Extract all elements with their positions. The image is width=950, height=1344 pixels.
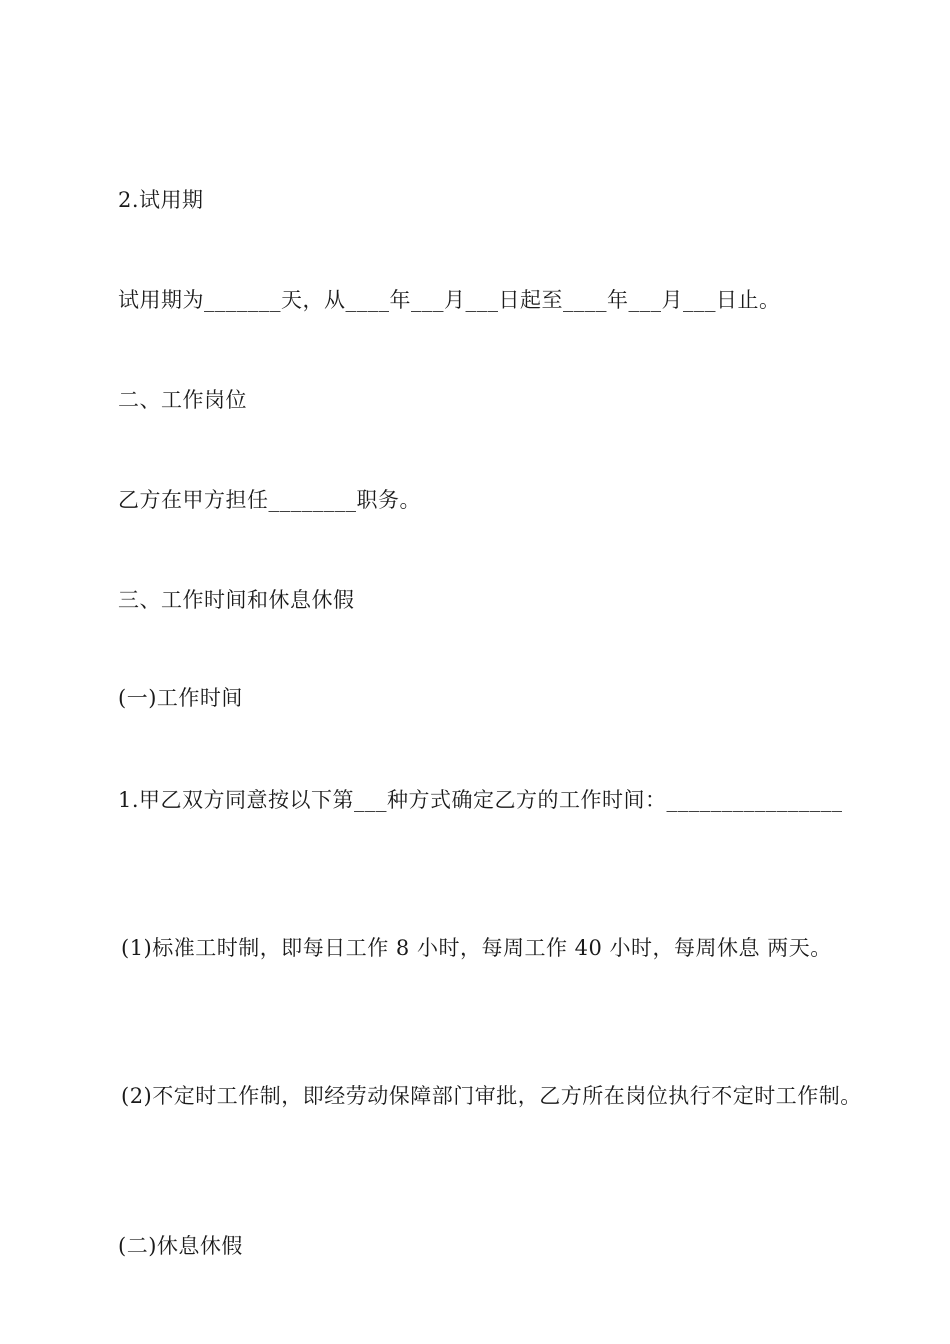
subheading-working-time: (一)工作时间 [118, 686, 243, 710]
section-heading-working-hours: 三、工作时间和休息休假 [118, 588, 355, 612]
probation-period-text: 试用期为_______天，从____年___月___日起至____年___月___日止。 [118, 288, 781, 312]
job-position-text: 乙方在甲方担任________职务。 [118, 488, 421, 512]
section-heading-job-position: 二、工作岗位 [118, 388, 247, 412]
working-time-method-text: 1.甲乙双方同意按以下第___种方式确定乙方的工作时间：________________ [118, 788, 843, 812]
standard-hours-option: (1)标准工时制，即每日工作 8 小时，每周工作 40 小时，每周休息 两天。 [121, 936, 832, 960]
flexible-hours-option: (2)不定时工作制，即经劳动保障部门审批，乙方所在岗位执行不定时工作制。 [121, 1084, 862, 1108]
subheading-rest-leave: (二)休息休假 [118, 1234, 243, 1258]
section-heading-probation: 2.试用期 [118, 188, 204, 212]
